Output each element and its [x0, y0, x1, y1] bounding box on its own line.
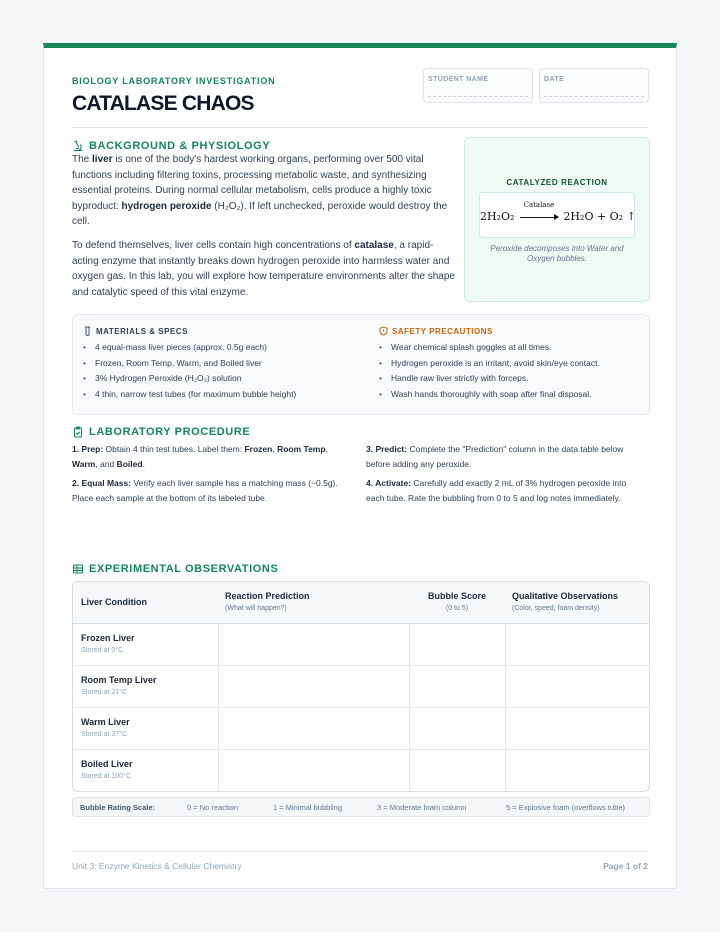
- table-header: [73, 582, 649, 624]
- col-title: Liver Condition: [81, 597, 147, 607]
- col-bubble-score: [409, 582, 505, 624]
- table-row[interactable]: [73, 750, 649, 792]
- table-row[interactable]: [73, 708, 649, 750]
- procedure-step-3: 3. Predict: Complete the "Prediction" column in the data table below before adding any peroxide.: [366, 444, 624, 469]
- footer: [72, 851, 648, 871]
- reaction-arrow: [518, 201, 560, 222]
- header: [72, 72, 648, 128]
- table-row[interactable]: [73, 666, 649, 708]
- list-item: • 4 equal-mass liver pieces (approx. 0.5g each): [81, 340, 296, 356]
- col-liver-condition: [73, 582, 218, 624]
- footer-unit: Unit 3: Enzyme Kinetics & Cellular Chemistry: [72, 861, 242, 871]
- scale-item: 5 = Explosive foam (overflows tube): [506, 803, 626, 812]
- background-paragraph-2: To defend themselves, liver cells contain high concentrations of catalase, a rapid-acting enzyme that instantly breaks down hydrogen peroxide into harmless water and oxygen gas. In this lab, you will explore how temperature environments alter the shape and catalytic speed of this vital enzyme.: [72, 240, 455, 298]
- procedure-heading: [72, 426, 250, 438]
- list-item: • 4 thin, narrow test tubes (for maximum bubble height): [81, 387, 296, 403]
- materials-heading-text: MATERIALS & SPECS: [96, 326, 188, 336]
- student-name-line: [428, 96, 528, 97]
- worksheet-page: [43, 43, 677, 889]
- procedure-heading-text: LABORATORY PROCEDURE: [89, 426, 251, 438]
- test-tube-icon: [83, 326, 92, 336]
- student-name-field[interactable]: [423, 68, 533, 103]
- reaction-card: [464, 137, 650, 302]
- eyebrow: BIOLOGY LABORATORY INVESTIGATION: [72, 76, 276, 86]
- scale-item: 0 = No reaction: [187, 803, 239, 812]
- reaction-note: Peroxide decomposes into Water and Oxygen bubbles.: [490, 244, 624, 263]
- table-row[interactable]: [73, 624, 649, 666]
- equation-products: 2H₂O + O₂ ↑: [563, 210, 636, 223]
- scale-label: Bubble Rating Scale:: [80, 803, 156, 812]
- procedure-step-2: 2. Equal Mass: Verify each liver sample has a matching mass (~0.5g). Place each sample at the bottom of its labeled tube.: [72, 478, 338, 503]
- row-storage: Stored at 37°C: [81, 731, 127, 738]
- reaction-equation: [480, 201, 636, 223]
- date-label: DATE: [544, 76, 565, 83]
- list-item: • Frozen, Room Temp, Warm, and Boiled liver: [81, 356, 296, 372]
- col-title: Qualitative Observations: [512, 591, 619, 601]
- row-storage: Stored at 0°C: [81, 647, 124, 654]
- procedure-step-4: 4. Activate: Carefully add exactly 2 mL of 3% hydrogen peroxide into each tube. Rate the bubbling from 0 to 5 and log notes immediately.: [366, 478, 627, 503]
- list-item: • Wear chemical splash goggles at all times.: [377, 340, 600, 356]
- reaction-label: CATALYZED REACTION: [506, 178, 608, 187]
- student-name-label: STUDENT NAME: [428, 76, 489, 83]
- list-item: • Hydrogen peroxide is an irritant; avoid skin/eye contact.: [377, 356, 600, 372]
- col-title: Bubble Score: [427, 591, 486, 601]
- row-condition: Warm Liver: [81, 717, 130, 727]
- row-storage: Stored at 21°C: [81, 689, 127, 696]
- row-storage: Stored at 100°C: [81, 773, 131, 780]
- microscope-icon: [72, 140, 84, 152]
- equation-reactant: 2H₂O₂: [480, 210, 515, 223]
- materials-list: [81, 340, 296, 403]
- background-heading: [72, 140, 270, 152]
- bubble-rating-scale: [72, 797, 650, 817]
- page-title: CATALASE CHAOS: [72, 92, 254, 115]
- col-title: Reaction Prediction: [225, 591, 310, 601]
- table-icon: [72, 563, 84, 575]
- col-subtitle: (What will happen?): [225, 605, 287, 612]
- row-condition: Boiled Liver: [81, 759, 133, 769]
- row-condition: Frozen Liver: [81, 633, 135, 643]
- background-paragraph-1: The liver is one of the body's hardest working organs, performing over 500 vital functions including filtering toxins, processing metabolic waste, and synthesizing essential proteins. During normal cellular metabolism, cells produce a highly toxic byproduct: hydrogen peroxide (H₂O₂). If left unchecked, peroxide would destroy the cell.: [72, 154, 448, 227]
- safety-heading-text: SAFETY PRECAUTIONS: [392, 326, 493, 336]
- safety-heading: [379, 326, 493, 336]
- col-reaction-prediction: [218, 582, 409, 624]
- list-item: • 3% Hydrogen Peroxide (H₂O₂) solution: [81, 371, 296, 387]
- list-item: • Wash hands thoroughly with soap after final disposal.: [377, 387, 600, 403]
- materials-heading: [83, 326, 188, 336]
- observations-table: [72, 581, 650, 792]
- col-subtitle: (Color, speed, foam density): [512, 605, 600, 612]
- observations-heading: [72, 563, 278, 575]
- date-field[interactable]: [539, 68, 649, 103]
- date-line: [544, 96, 644, 97]
- row-condition: Room Temp Liver: [81, 675, 157, 685]
- col-subtitle: (0 to 5): [445, 605, 469, 612]
- col-qualitative-observations: [505, 582, 650, 624]
- scale-item: 1 = Minimal bubbling: [273, 803, 342, 812]
- clipboard-icon: [72, 426, 84, 438]
- observations-heading-text: EXPERIMENTAL OBSERVATIONS: [89, 563, 279, 575]
- shield-icon: [379, 326, 388, 336]
- safety-list: [377, 340, 600, 403]
- background-heading-text: BACKGROUND & PHYSIOLOGY: [89, 140, 271, 152]
- footer-page-number: Page 1 of 2: [603, 861, 648, 871]
- equation-catalyst: Catalase: [523, 201, 555, 209]
- list-item: • Handle raw liver strictly with forceps.: [377, 371, 600, 387]
- equation-box: [479, 192, 635, 238]
- scale-item: 3 = Moderate foam column: [377, 803, 467, 812]
- specs-panel: [72, 314, 650, 415]
- procedure-step-1: 1. Prep: Obtain 4 thin test tubes. Label them: Frozen, Room Temp, Warm, and Boiled.: [72, 444, 328, 469]
